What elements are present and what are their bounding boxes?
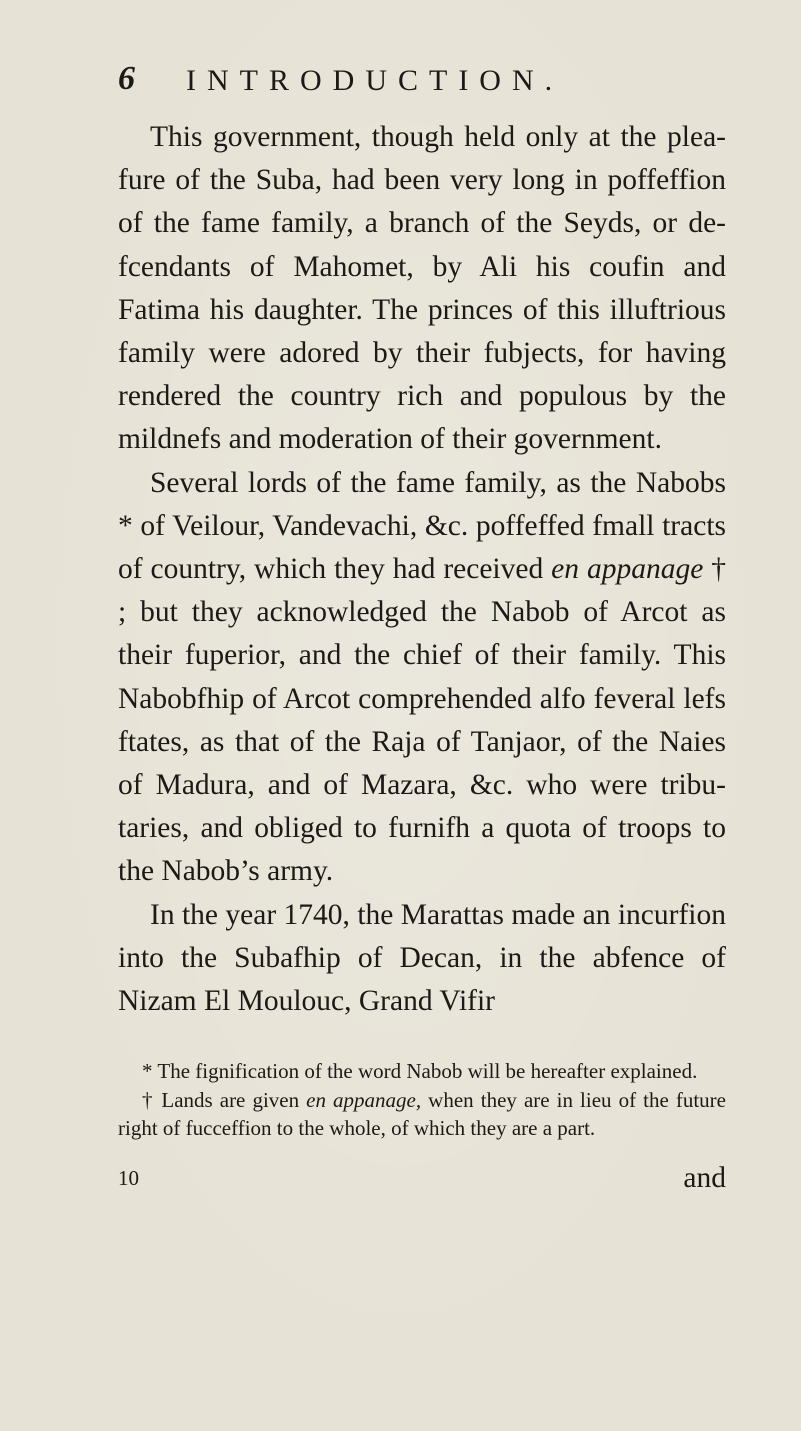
running-head: INTRODUCTION. bbox=[186, 64, 564, 97]
footnote-2-italic: en appanage, bbox=[306, 1087, 422, 1112]
paragraph-2-italic: en appanage bbox=[551, 553, 704, 586]
footnotes bbox=[118, 1057, 726, 1143]
footnote-2-text-a: † Lands are given bbox=[142, 1087, 307, 1112]
paragraph-1: This government, though held only at the pleafure of the Suba, had been very long in poffeffion of the fame family, a branch of the Seyds, or defcendants of Mahomet, by Ali his coufin and Fatima his daughter. The princes of this illuftrious family were adored by their fubjects, for having rendered the country rich and populous by the mildnefs and moderation of their government. bbox=[118, 121, 726, 456]
footnote-2 bbox=[118, 1086, 726, 1143]
page-number: 6 bbox=[118, 60, 135, 97]
footnote-1: * The fignification of the word Nabob will be hereafter explained. bbox=[142, 1059, 698, 1083]
page-footer bbox=[118, 1162, 726, 1206]
paragraph-2-text-b: † ; but they acknowledged the Nabob of Arcot as their fuperior, and the chief of their family. This Nabobfhip of Arcot comprehended alfo feveral lefs ftates, as that of the Raja of Tanjaor, of the Naies of Madura, and of Mazara, &c. who were tributaries, and obliged to furnifh a quota of troops to the Nabob’s army. bbox=[118, 553, 727, 888]
paragraph-3: In the year 1740, the Marattas made an incurfion into the Subafhip of Decan, in the abfence of Nizam El Moulouc, Grand Vifir bbox=[118, 898, 726, 1018]
body-text bbox=[118, 116, 726, 1023]
page-header bbox=[118, 60, 738, 100]
paragraph-2 bbox=[118, 462, 726, 894]
catchword: and bbox=[683, 1162, 726, 1194]
footnote-2-text-b: when they are in lieu of the future right of fucceffion to the whole, of which they are a part. bbox=[118, 1087, 726, 1140]
paragraph-2-text-a: Several lords of the fame family, as the Nabobs * of Veilour, Vandevachi, &c. poffeffed fmall tracts of country, which they had received bbox=[118, 466, 726, 586]
signature-mark: 10 bbox=[118, 1166, 139, 1190]
